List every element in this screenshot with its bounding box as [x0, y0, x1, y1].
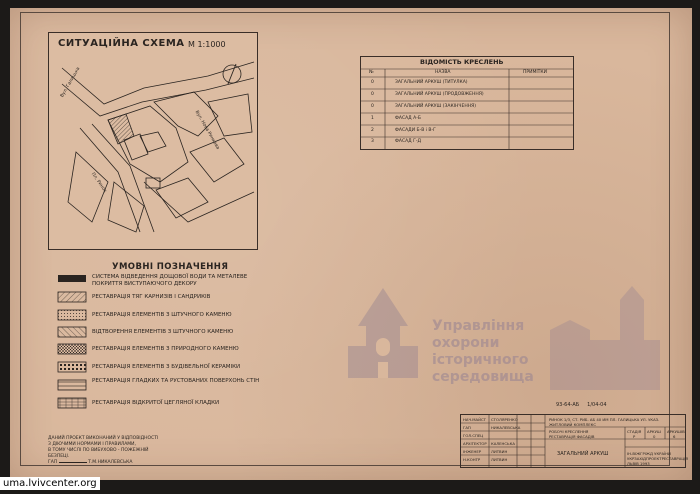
- sheets-header: АРКУШІВ: [667, 429, 685, 434]
- note-gap-label: ГАП: [48, 460, 58, 465]
- sheet-value: 0: [653, 434, 656, 439]
- role-label: Н.КОНТР: [463, 457, 481, 462]
- legend-item-label: СИСТЕМА ВІДВЕДЕННЯ ДОЩОВОЇ ВОДИ ТА МЕТАЛЕВЕ ПОКРИТТЯ ВИСТУПАЮЧОГО ДЕКОРУ: [92, 274, 248, 287]
- note-line: БЕЗПЕЦІ.: [48, 454, 70, 459]
- role-label: НАЧ.МАЙСТ: [463, 417, 486, 422]
- watermark-line: охорони: [432, 335, 500, 351]
- legend-swatch: [58, 310, 86, 320]
- person-name: ЛИТВИН: [491, 449, 508, 454]
- row-name: ЗАГАЛЬНИЙ АРКУШ (ПРОДОВЖЕННЯ): [395, 92, 484, 97]
- title-sheet-code: 1/04-04: [587, 402, 607, 408]
- legend-item-label: РЕСТАВРАЦІЯ ВІДКРИТОЇ ЦЕГЛЯНОЇ КЛАДКИ: [92, 400, 220, 406]
- work-title: РОБОЧІ КРЕСЛЕННЯ: [549, 429, 589, 434]
- legend-item-label: РЕСТАВРАЦІЯ ЕЛЕМЕНТІВ З БУДІВЕЛЬНОЇ КЕРАМІКИ: [92, 364, 241, 370]
- person-name: СТОЛЯРЕНКО: [491, 417, 518, 422]
- row-num: 3: [371, 139, 374, 144]
- row-name: ФАСАДИ Б-В і В-Г: [395, 128, 436, 133]
- organization: ІН-ВІЖГРІЖД УКРАЇНИ УКРЗАХІДПРОЕКТРЕСТАВРАЦІЯ ЛЬВІВ 1993: [627, 451, 689, 466]
- row-num: 0: [371, 80, 374, 85]
- street-label-halytska: Вул. Галицька: [60, 66, 82, 99]
- role-label: АРХІТЕКТОР: [463, 441, 487, 446]
- legend-swatch: [58, 292, 86, 302]
- watermark-church-icon: [540, 280, 670, 390]
- object-title: РИНОК 1/3, СТ. РИБ. АБ 40 ИМ ПЛ. ГАЛИЦЬКА УЛ. УКАЗ.: [549, 417, 660, 422]
- street-label-nova-rynkova: Вул. Нова Ринкова: [193, 110, 220, 151]
- watermark-tower-icon: [338, 286, 428, 382]
- legend-swatch: [58, 362, 86, 372]
- person-name: КАЛЕНСЬКА: [491, 441, 515, 446]
- work-subtitle: РЕСТАВРАЦІЯ ФАСАДІВ: [549, 434, 595, 439]
- legend-item-label: РЕСТАВРАЦІЯ ТЯГ КАРНИЗІВ І САНДРИКІВ: [92, 294, 211, 300]
- legend-title: УМОВНІ ПОЗНАЧЕННЯ: [112, 262, 229, 272]
- row-num: 1: [371, 116, 374, 121]
- watermark-line: середовища: [432, 369, 534, 385]
- watermark-line: історичного: [432, 352, 529, 368]
- role-label: ІНЖЕНЕР: [463, 449, 482, 454]
- situation-plan-scale: М 1:1000: [188, 40, 226, 49]
- situation-plan-title: СИТУАЦІЙНА СХЕМА: [58, 38, 185, 49]
- row-name: ЗАГАЛЬНИЙ АРКУШ (ТИТУЛКА): [395, 80, 468, 85]
- sheet-header: АРКУШ: [647, 429, 661, 434]
- note-line: З ДІЮЧИМИ НОРМАМИ І ПРАВИЛАМИ,: [48, 442, 136, 447]
- legend-swatch: [58, 380, 86, 390]
- project-note: [48, 436, 160, 466]
- row-num: 0: [371, 92, 374, 97]
- source-label: uma.lvivcenter.org: [0, 477, 100, 490]
- row-name: ЗАГАЛЬНИЙ АРКУШ (ЗАКІНЧЕННЯ): [395, 104, 476, 109]
- note-line: ДАНИЙ ПРОЕКТ ВИКОНАНИЙ У ВІДПОВІДНОСТІ: [48, 436, 159, 441]
- col-header-num: №: [369, 70, 374, 75]
- legend-item-label: РЕСТАВРАЦІЯ ЕЛЕМЕНТІВ З ПРИРОДНОГО КАМЕНЮ: [92, 346, 239, 352]
- note-gap-name: Т.М.НИКАЛЕВСЬКА: [88, 460, 133, 465]
- street-label-rynok: Пл. Ринок: [89, 172, 108, 194]
- legend-swatch: [58, 398, 86, 408]
- col-header-notes: ПРИМІТКИ: [523, 70, 547, 75]
- drawing-code: [556, 402, 607, 408]
- title-code: 93-64-АБ: [556, 402, 580, 408]
- row-name: ФАСАД Г-Д: [395, 139, 422, 144]
- legend-item-label: РЕСТАВРАЦІЯ ЕЛЕМЕНТІВ З ШТУЧНОГО КАМЕНЮ: [92, 312, 232, 318]
- watermark-line: Управління: [432, 318, 525, 334]
- person-name: ЛИТВИН: [491, 457, 508, 462]
- col-header-name: НАЗВА: [435, 70, 451, 75]
- row-num: 0: [371, 104, 374, 109]
- signature-icon: [59, 462, 87, 463]
- role-label: ГОЛ.СПЕЦ: [463, 433, 484, 438]
- sheet-name: ЗАГАЛЬНИЙ АРКУШ: [557, 451, 609, 457]
- watermark-text: [432, 318, 534, 386]
- sheets-value: 6: [673, 434, 676, 439]
- legend-swatch: [58, 344, 86, 354]
- stage-header: СТАДІЯ: [627, 429, 642, 434]
- note-line: В ТОМУ ЧИСЛІ ПО ВИБУХОВО - ПОЖЕЖНІЙ: [48, 448, 149, 453]
- legend-swatch: [58, 275, 86, 282]
- object-subtitle: ЖИТЛОВИЙ КОМПЛЕКС: [549, 422, 597, 427]
- title-block: [460, 414, 689, 468]
- legend-item-label: ВІДТВОРЕННЯ ЕЛЕМЕНТІВ З ШТУЧНОГО КАМЕНЮ: [92, 329, 234, 335]
- person-name: НИКАЛЕВСЬКА: [491, 425, 521, 430]
- legend-item-label: РЕСТАВРАЦІЯ ГЛАДКИХ ТА РУСТОВАНИХ ПОВЕРХОНЬ СТІН: [92, 378, 260, 384]
- drawings-list-title: ВІДОМІСТЬ КРЕСЛЕНЬ: [420, 58, 504, 66]
- legend-swatch: [58, 327, 86, 337]
- role-label: ГАП: [463, 425, 471, 430]
- row-num: 2: [371, 128, 374, 133]
- row-name: ФАСАД А-Б: [395, 116, 421, 121]
- stage-value: Р: [633, 434, 636, 439]
